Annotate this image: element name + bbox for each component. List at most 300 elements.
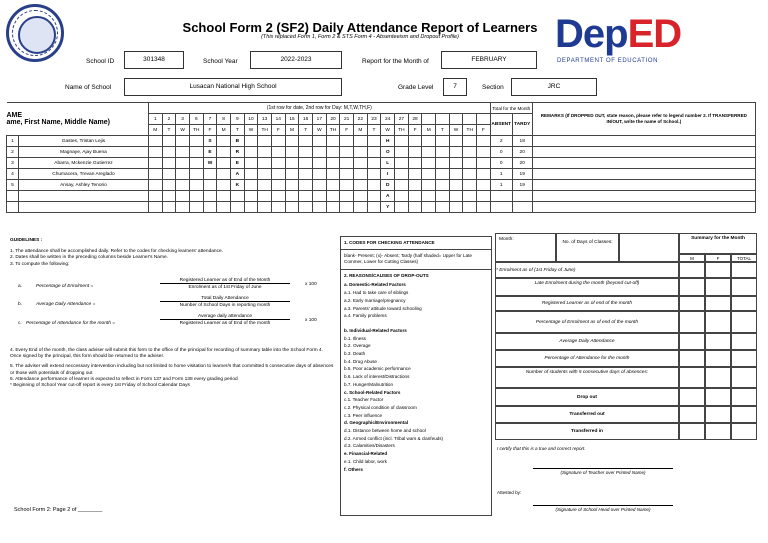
attendance-cell[interactable] <box>313 180 327 191</box>
day-cell: M <box>354 125 368 136</box>
summary-value-cell[interactable] <box>731 406 757 423</box>
attendance-cell[interactable] <box>463 202 477 213</box>
reason-item: b.2. Overage <box>344 343 371 349</box>
attendance-cell[interactable] <box>299 136 313 147</box>
attendance-cell[interactable] <box>217 158 231 169</box>
absent-count[interactable]: 1 <box>490 169 512 180</box>
attendance-cell[interactable] <box>395 202 409 213</box>
summary-value-cell[interactable] <box>705 406 731 423</box>
attendance-cell[interactable] <box>463 169 477 180</box>
seal-center <box>18 16 56 54</box>
attendance-cell[interactable] <box>313 169 327 180</box>
attendance-cell[interactable] <box>449 202 463 213</box>
attendance-cell[interactable] <box>148 158 162 169</box>
attendance-cell[interactable] <box>285 169 299 180</box>
attendance-cell[interactable] <box>189 147 203 158</box>
date-cell: 20 <box>326 114 340 125</box>
summary-value-cell[interactable] <box>705 367 731 388</box>
tardy-count[interactable]: 20 <box>512 158 532 169</box>
break-letter[interactable]: A <box>381 191 395 202</box>
attendance-cell[interactable] <box>271 191 285 202</box>
attendance-cell[interactable] <box>217 169 231 180</box>
attendance-cell[interactable] <box>176 169 190 180</box>
attendance-cell[interactable] <box>326 191 340 202</box>
attendance-cell[interactable] <box>299 169 313 180</box>
attendance-cell[interactable] <box>449 180 463 191</box>
attendance-cell[interactable] <box>326 158 340 169</box>
row-number: 2 <box>7 147 19 158</box>
absent-count[interactable]: 0 <box>490 147 512 158</box>
attendance-cell[interactable] <box>449 136 463 147</box>
attendance-cell[interactable] <box>463 136 477 147</box>
formula-denominator: Enrolment as of 1st Friday of June <box>188 285 262 290</box>
attendance-cell[interactable] <box>189 202 203 213</box>
row-number <box>7 191 19 202</box>
attendance-cell[interactable] <box>271 180 285 191</box>
summary-value-cell[interactable] <box>731 278 757 296</box>
attendance-cell[interactable] <box>326 169 340 180</box>
attendance-cell[interactable] <box>162 191 176 202</box>
summary-value-cell[interactable] <box>679 350 705 367</box>
guidelines-more <box>10 348 335 389</box>
attendance-cell[interactable] <box>408 158 422 169</box>
attendance-cell[interactable] <box>258 180 272 191</box>
attendance-cell[interactable] <box>354 191 368 202</box>
attendance-cell[interactable] <box>176 180 190 191</box>
attendance-cell[interactable] <box>436 202 450 213</box>
attendance-cell[interactable] <box>203 191 217 202</box>
learner-row <box>7 136 756 147</box>
grade-level-field[interactable]: 7 <box>443 78 467 96</box>
codes-desc: blank- Present; (x)- Absent; Tardy (half shaded= Upper for Late Commer, Lower for Cutting Classes) <box>344 252 472 264</box>
day-cell: F <box>203 125 217 136</box>
summary-value-cell[interactable] <box>705 388 731 406</box>
attendance-cell[interactable] <box>477 202 491 213</box>
attendance-cell[interactable] <box>463 147 477 158</box>
attendance-cell[interactable] <box>162 158 176 169</box>
summary-value-cell[interactable] <box>731 333 757 350</box>
break-letter[interactable]: I <box>381 169 395 180</box>
attendance-cell[interactable] <box>244 180 258 191</box>
day-cell: T <box>367 125 381 136</box>
attendance-cell[interactable] <box>148 180 162 191</box>
attendance-cell[interactable] <box>326 180 340 191</box>
break-letter[interactable]: K <box>230 180 244 191</box>
attendance-cell[interactable] <box>162 180 176 191</box>
attendance-cell[interactable] <box>340 147 354 158</box>
attendance-cell[interactable] <box>217 191 231 202</box>
attendance-cell[interactable] <box>258 169 272 180</box>
summary-value-cell[interactable] <box>731 262 757 278</box>
attendance-cell[interactable] <box>313 191 327 202</box>
attendance-cell[interactable] <box>189 169 203 180</box>
attendance-cell[interactable] <box>285 191 299 202</box>
attendance-cell[interactable] <box>299 191 313 202</box>
date-cell: 3 <box>176 114 190 125</box>
summary-value-cell[interactable] <box>679 278 705 296</box>
day-cell: W <box>176 125 190 136</box>
attendance-cell[interactable] <box>258 136 272 147</box>
report-month-label: Report for the Month of <box>362 58 429 65</box>
absent-count[interactable]: 1 <box>490 180 512 191</box>
break-letter[interactable]: A <box>230 169 244 180</box>
summary-value-cell[interactable] <box>705 350 731 367</box>
attendance-cell[interactable] <box>271 202 285 213</box>
attendance-cell[interactable] <box>422 191 436 202</box>
attendance-cell[interactable] <box>244 158 258 169</box>
attendance-cell[interactable] <box>367 202 381 213</box>
summary-value-cell[interactable] <box>679 333 705 350</box>
school-id-field[interactable]: 301348 <box>124 51 184 69</box>
date-cell <box>449 114 463 125</box>
tardy-count[interactable]: 18 <box>512 136 532 147</box>
attendance-cell[interactable] <box>477 191 491 202</box>
learner-name[interactable]: Abarra, Mckenzie Gutierrez <box>18 158 148 169</box>
attendance-cell[interactable] <box>463 180 477 191</box>
learner-name[interactable]: Ansay, Ashley Tenorio <box>18 180 148 191</box>
attendance-cell[interactable] <box>258 202 272 213</box>
reason-item: a.3. Parents' attitude toward schooling <box>344 305 422 311</box>
date-cell: 6 <box>189 114 203 125</box>
attendance-cell[interactable] <box>463 191 477 202</box>
attendance-cell[interactable] <box>340 136 354 147</box>
summary-value-cell[interactable] <box>705 333 731 350</box>
break-letter[interactable]: E <box>203 147 217 158</box>
attendance-cell[interactable] <box>408 136 422 147</box>
attendance-cell[interactable] <box>271 158 285 169</box>
attendance-cell[interactable] <box>313 158 327 169</box>
day-cell: W <box>244 125 258 136</box>
attendance-cell[interactable] <box>230 191 244 202</box>
summary-value-cell[interactable] <box>705 311 731 333</box>
attendance-cell[interactable] <box>354 202 368 213</box>
remarks-cell[interactable] <box>532 136 755 147</box>
attendance-cell[interactable] <box>477 169 491 180</box>
attendance-cell[interactable] <box>367 136 381 147</box>
attendance-cell[interactable] <box>477 158 491 169</box>
summary-value-cell[interactable] <box>705 296 731 311</box>
attendance-cell[interactable] <box>162 169 176 180</box>
attendance-cell[interactable] <box>326 147 340 158</box>
date-cell: 27 <box>395 114 409 125</box>
date-cell <box>477 114 491 125</box>
attendance-cell[interactable] <box>449 169 463 180</box>
summary-value-cell[interactable] <box>705 278 731 296</box>
learner-row <box>7 158 756 169</box>
summary-value-cell[interactable] <box>679 296 705 311</box>
reason-item: c.3. Peer influence <box>344 412 383 418</box>
summary-value-cell[interactable] <box>679 367 705 388</box>
summary-value-cell[interactable] <box>731 388 757 406</box>
attendance-cell[interactable] <box>408 147 422 158</box>
attendance-cell[interactable] <box>313 136 327 147</box>
attendance-cell[interactable] <box>230 202 244 213</box>
attendance-cell[interactable] <box>176 147 190 158</box>
attendance-cell[interactable] <box>340 180 354 191</box>
attendance-cell[interactable] <box>176 191 190 202</box>
attendance-cell[interactable] <box>189 136 203 147</box>
learner-name[interactable]: Gastes, Tristan Lejis <box>18 136 148 147</box>
attendance-cell[interactable] <box>395 169 409 180</box>
attendance-cell[interactable] <box>258 191 272 202</box>
reason-category: c. School-Related Factors <box>344 389 401 395</box>
school-year-label: School Year <box>203 58 238 65</box>
summary-value-cell[interactable] <box>679 406 705 423</box>
tardy-count[interactable]: 19 <box>512 169 532 180</box>
attendance-cell[interactable] <box>313 202 327 213</box>
summary-value-cell[interactable] <box>679 262 705 278</box>
guideline-item: 3. To compute the following: <box>10 261 70 267</box>
remarks-cell[interactable] <box>532 169 755 180</box>
break-letter[interactable]: H <box>381 136 395 147</box>
attendance-cell[interactable] <box>326 136 340 147</box>
attendance-cell[interactable] <box>244 191 258 202</box>
reason-item: a.4. Family problems <box>344 313 387 319</box>
attendance-cell[interactable] <box>422 136 436 147</box>
date-cell <box>436 114 450 125</box>
attendance-cell[interactable] <box>408 202 422 213</box>
attendance-cell[interactable] <box>162 202 176 213</box>
attendance-cell[interactable] <box>367 158 381 169</box>
attendance-cell[interactable] <box>244 147 258 158</box>
attendance-cell[interactable] <box>162 136 176 147</box>
attendance-cell[interactable] <box>395 158 409 169</box>
summary-value-cell[interactable] <box>731 311 757 333</box>
attendance-cell[interactable] <box>299 202 313 213</box>
attendance-cell[interactable] <box>422 169 436 180</box>
absent-header: ABSENT <box>490 114 512 136</box>
attendance-cell[interactable] <box>217 147 231 158</box>
attendance-cell[interactable] <box>436 169 450 180</box>
attendance-cell[interactable] <box>176 136 190 147</box>
break-letter[interactable]: D <box>381 180 395 191</box>
attendance-cell[interactable] <box>449 158 463 169</box>
attendance-cell[interactable] <box>436 191 450 202</box>
attendance-cell[interactable] <box>449 147 463 158</box>
attendance-cell[interactable] <box>258 147 272 158</box>
attendance-cell[interactable] <box>354 158 368 169</box>
summary-value-cell[interactable] <box>731 350 757 367</box>
head-signature[interactable]: (Signature of School Head over Printed Name) <box>533 505 673 512</box>
remarks-cell[interactable] <box>532 191 755 202</box>
attendance-cell[interactable] <box>148 202 162 213</box>
attendance-cell[interactable] <box>463 158 477 169</box>
attendance-cell[interactable] <box>395 191 409 202</box>
summary-value-cell[interactable] <box>731 296 757 311</box>
date-cell: 28 <box>408 114 422 125</box>
attendance-cell[interactable] <box>271 169 285 180</box>
date-cell: 24 <box>381 114 395 125</box>
attendance-cell[interactable] <box>477 147 491 158</box>
date-cell: 2 <box>162 114 176 125</box>
day-cell: T <box>436 125 450 136</box>
summary-value-cell[interactable] <box>679 311 705 333</box>
absent-count[interactable]: 0 <box>490 158 512 169</box>
attendance-cell[interactable] <box>217 180 231 191</box>
attendance-cell[interactable] <box>258 158 272 169</box>
absent-count[interactable]: 2 <box>490 136 512 147</box>
break-letter[interactable]: O <box>381 147 395 158</box>
attendance-cell[interactable] <box>189 191 203 202</box>
remarks-cell[interactable] <box>532 147 755 158</box>
attendance-cell[interactable] <box>436 136 450 147</box>
learner-name[interactable]: Chumacera, Trevan Areglado <box>18 169 148 180</box>
report-month-field[interactable]: FEBRUARY <box>441 51 537 69</box>
attendance-cell[interactable] <box>299 158 313 169</box>
attendance-cell[interactable] <box>367 169 381 180</box>
reason-category: a. Domestic-Related Factors <box>344 282 406 288</box>
attendance-cell[interactable] <box>148 169 162 180</box>
attendance-cell[interactable] <box>203 202 217 213</box>
summary-value-cell[interactable] <box>705 262 731 278</box>
break-letter[interactable]: Y <box>381 202 395 213</box>
attendance-cell[interactable] <box>477 136 491 147</box>
attendance-cell[interactable] <box>271 147 285 158</box>
attendance-cell[interactable] <box>422 180 436 191</box>
break-letter[interactable]: R <box>230 147 244 158</box>
learner-name[interactable] <box>18 202 148 213</box>
attendance-cell[interactable] <box>395 136 409 147</box>
attendance-cell[interactable] <box>395 180 409 191</box>
attendance-cell[interactable] <box>340 169 354 180</box>
summary-row-label: Late Enrolment during the month (beyond cut-off) <box>495 278 679 296</box>
header-row <box>7 103 756 114</box>
codes-title: 1. CODES FOR CHECKING ATTENDANCE <box>341 237 491 250</box>
attendance-cell[interactable] <box>189 158 203 169</box>
formula-numerator: Registered Learner as of End of the Month <box>160 278 290 284</box>
date-cell: 8 <box>217 114 231 125</box>
formula-denominator: Number of School Days in reporting month <box>179 303 271 308</box>
break-letter[interactable]: L <box>381 158 395 169</box>
attendance-cell[interactable] <box>244 169 258 180</box>
attendance-cell[interactable] <box>367 180 381 191</box>
attendance-cell[interactable] <box>285 147 299 158</box>
reason-item: c.1. Teacher Factor <box>344 397 384 403</box>
attendance-cell[interactable] <box>203 169 217 180</box>
attendance-cell[interactable] <box>244 136 258 147</box>
attendance-cell[interactable] <box>299 180 313 191</box>
break-letter[interactable]: W <box>203 158 217 169</box>
attendance-cell[interactable] <box>340 202 354 213</box>
learner-name[interactable]: Magnaye, Ajay Buena <box>18 147 148 158</box>
attendance-cell[interactable] <box>422 147 436 158</box>
attendance-cell[interactable] <box>148 191 162 202</box>
break-letter[interactable]: E <box>230 158 244 169</box>
day-cell: TH <box>463 125 477 136</box>
formula-label: Percentage of Attendance for the month = <box>26 321 116 326</box>
remarks-cell[interactable] <box>532 202 755 213</box>
tardy-count[interactable] <box>512 202 532 213</box>
attendance-cell[interactable] <box>244 202 258 213</box>
attendance-cell[interactable] <box>408 169 422 180</box>
reason-category: b. Individual-Related Factors <box>344 327 407 333</box>
attendance-cell[interactable] <box>189 180 203 191</box>
attendance-cell[interactable] <box>148 136 162 147</box>
absent-count[interactable] <box>490 191 512 202</box>
attendance-cell[interactable] <box>408 180 422 191</box>
name-header <box>7 103 149 136</box>
attendance-cell[interactable] <box>436 147 450 158</box>
remarks-cell[interactable] <box>532 158 755 169</box>
attendance-cell[interactable] <box>299 147 313 158</box>
attendance-cell[interactable] <box>285 136 299 147</box>
teacher-signature[interactable]: (Signature of Teacher over Printed Name) <box>533 468 673 475</box>
reason-item: b.1. Illness <box>344 335 366 341</box>
attendance-cell[interactable] <box>176 158 190 169</box>
attendance-cell[interactable] <box>354 180 368 191</box>
date-cell <box>463 114 477 125</box>
summary-value-cell[interactable] <box>679 388 705 406</box>
summary-value-cell[interactable] <box>731 367 757 388</box>
date-cell: 9 <box>230 114 244 125</box>
absent-count[interactable] <box>490 202 512 213</box>
summary-value-cell[interactable] <box>679 423 705 440</box>
attendance-cell[interactable] <box>217 202 231 213</box>
summary-month-header: Summary for the Month <box>679 233 757 254</box>
guidelines <box>10 238 335 268</box>
attendance-cell[interactable] <box>203 180 217 191</box>
attendance-cell[interactable] <box>340 158 354 169</box>
attendance-cell[interactable] <box>148 147 162 158</box>
summary-days-field[interactable] <box>619 233 679 262</box>
attendance-cell[interactable] <box>436 158 450 169</box>
certify-text: I certify that this is a true and correct report. <box>497 446 586 451</box>
attendance-cell[interactable] <box>422 202 436 213</box>
attendance-cell[interactable] <box>271 136 285 147</box>
attendance-cell[interactable] <box>367 147 381 158</box>
attendance-cell[interactable] <box>367 191 381 202</box>
attendance-cell[interactable] <box>176 202 190 213</box>
attendance-cell[interactable] <box>217 136 231 147</box>
attendance-cell[interactable] <box>313 147 327 158</box>
attendance-cell[interactable] <box>285 202 299 213</box>
summary-table <box>495 233 757 443</box>
break-letter[interactable]: S <box>203 136 217 147</box>
formula-mult: x 100 <box>305 282 317 287</box>
attendance-cell[interactable] <box>477 180 491 191</box>
tardy-count[interactable]: 20 <box>512 147 532 158</box>
break-letter[interactable]: B <box>230 136 244 147</box>
attendance-cell[interactable] <box>422 158 436 169</box>
attendance-cell[interactable] <box>340 191 354 202</box>
attendance-cell[interactable] <box>436 180 450 191</box>
section-field[interactable]: JRC <box>511 78 597 96</box>
attendance-cell[interactable] <box>354 147 368 158</box>
attendance-cell[interactable] <box>395 147 409 158</box>
deped-logo <box>555 12 755 70</box>
summary-value-cell[interactable] <box>705 423 731 440</box>
attendance-cell[interactable] <box>408 191 422 202</box>
attendance-cell[interactable] <box>354 136 368 147</box>
summary-value-cell[interactable] <box>731 423 757 440</box>
summary-row-label: Percentage of Attendance for the month <box>495 350 679 367</box>
learner-name[interactable] <box>18 191 148 202</box>
attendance-cell[interactable] <box>285 180 299 191</box>
attendance-cell[interactable] <box>449 191 463 202</box>
attendance-cell[interactable] <box>354 169 368 180</box>
attendance-cell[interactable] <box>326 202 340 213</box>
summary-row-label: Average Daily Attendance <box>495 333 679 350</box>
remarks-cell[interactable] <box>532 180 755 191</box>
tardy-count[interactable]: 19 <box>512 180 532 191</box>
school-year-field[interactable]: 2022-2023 <box>250 51 342 69</box>
school-name-field[interactable]: Lusacan National High School <box>124 78 342 96</box>
day-cell: T <box>162 125 176 136</box>
attendance-cell[interactable] <box>285 158 299 169</box>
tardy-count[interactable] <box>512 191 532 202</box>
attendance-cell[interactable] <box>162 147 176 158</box>
day-cell: TH <box>395 125 409 136</box>
